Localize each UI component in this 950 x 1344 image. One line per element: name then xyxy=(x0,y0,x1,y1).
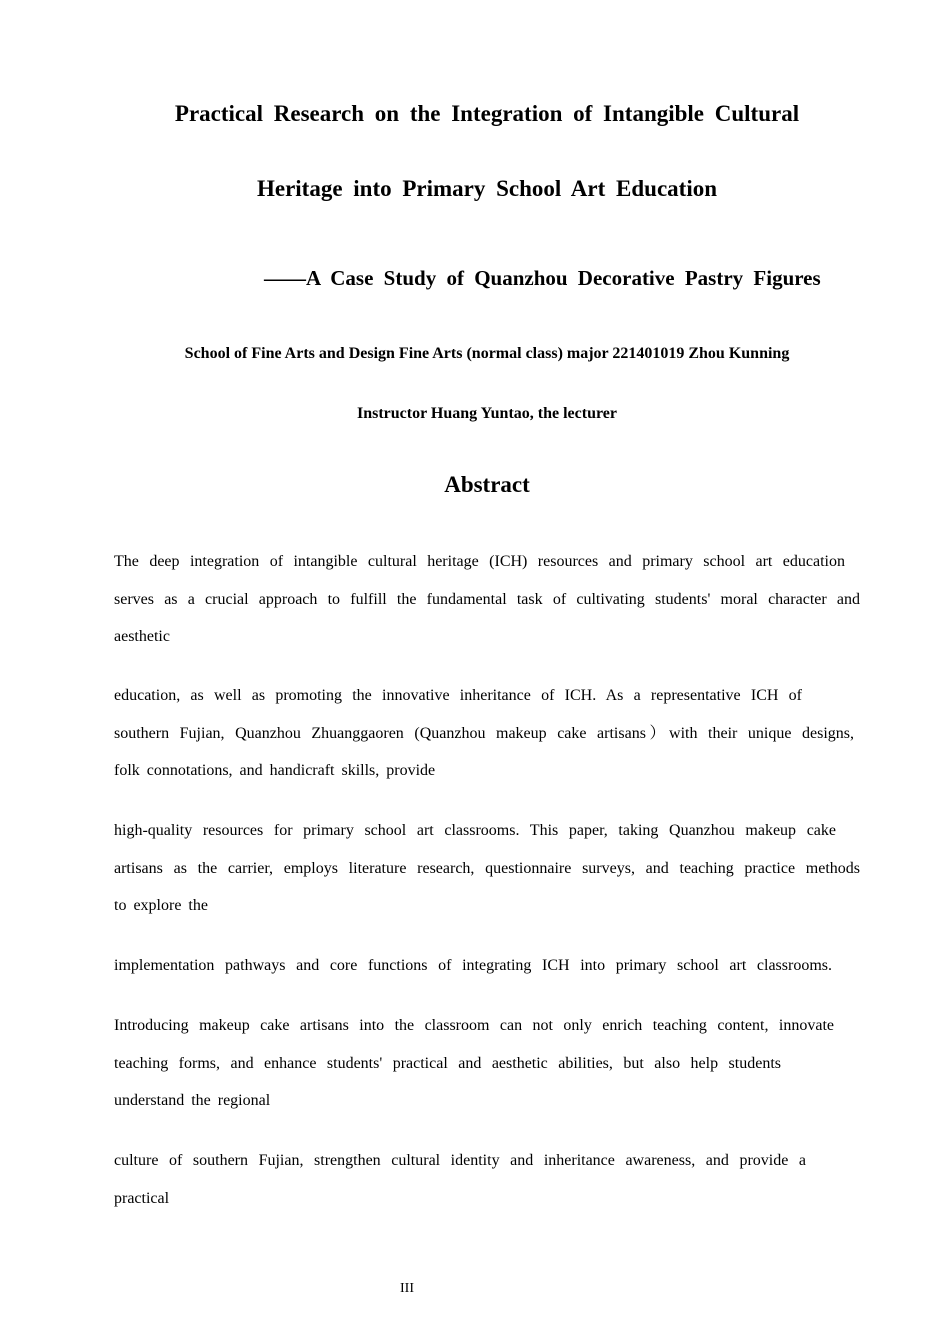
paragraph-line: education, as well as promoting the innovative inheritance of ICH. As a representative ICH of xyxy=(114,687,802,704)
subtitle: ——A Case Study of Quanzhou Decorative Pastry Figures xyxy=(264,266,821,290)
paragraph-line: to explore the xyxy=(114,897,208,914)
title-line-1: Practical Research on the Integration of Intangible Cultural xyxy=(174,101,800,126)
title-line-2: Heritage into Primary School Art Education xyxy=(256,176,718,201)
abstract-paragraph xyxy=(114,1142,860,1217)
paragraph-line: serves as a crucial approach to fulfill the fundamental task of cultivating students' moral character and xyxy=(114,590,860,608)
abstract-heading: Abstract xyxy=(444,472,530,497)
abstract-paragraph xyxy=(114,543,860,656)
paragraph-line: southern Fujian, Quanzhou Zhuanggaoren (Quanzhou makeup cake artisans）with their unique designs, xyxy=(114,724,854,742)
abstract-paragraph xyxy=(114,947,860,985)
instructor-line: Instructor Huang Yuntao, the lecturer xyxy=(357,405,617,422)
paragraph-line: culture of southern Fujian, strengthen cultural identity and inheritance awareness, and provide a xyxy=(114,1152,806,1169)
paragraph-line: practical xyxy=(114,1189,170,1207)
abstract-paragraph xyxy=(114,677,860,790)
paragraph-line: understand the regional xyxy=(114,1092,271,1109)
paragraph-line: aesthetic xyxy=(114,628,170,645)
page-number: III xyxy=(400,1281,414,1296)
paragraph-line: teaching forms, and enhance students' practical and aesthetic abilities, but also help students xyxy=(114,1054,781,1072)
paragraph-line: Introducing makeup cake artisans into the classroom can not only enrich teaching content, innovate xyxy=(114,1017,834,1034)
paragraph-line: high-quality resources for primary school art classrooms. This paper, taking Quanzhou makeup cake xyxy=(114,822,836,839)
paragraph-line: folk connotations, and handicraft skills, provide xyxy=(114,762,436,779)
paragraph-line: artisans as the carrier, employs literature research, questionnaire surveys, and teaching practice methods xyxy=(114,859,860,877)
author-line: School of Fine Arts and Design Fine Arts (normal class) major 221401019 Zhou Kunning xyxy=(184,345,790,362)
abstract-paragraph xyxy=(114,812,860,925)
abstract-paragraph xyxy=(114,1007,860,1120)
paragraph-line: The deep integration of intangible cultural heritage (ICH) resources and primary school art education xyxy=(114,553,845,570)
paragraph-line: implementation pathways and core functions of integrating ICH into primary school art classrooms. xyxy=(114,957,832,974)
